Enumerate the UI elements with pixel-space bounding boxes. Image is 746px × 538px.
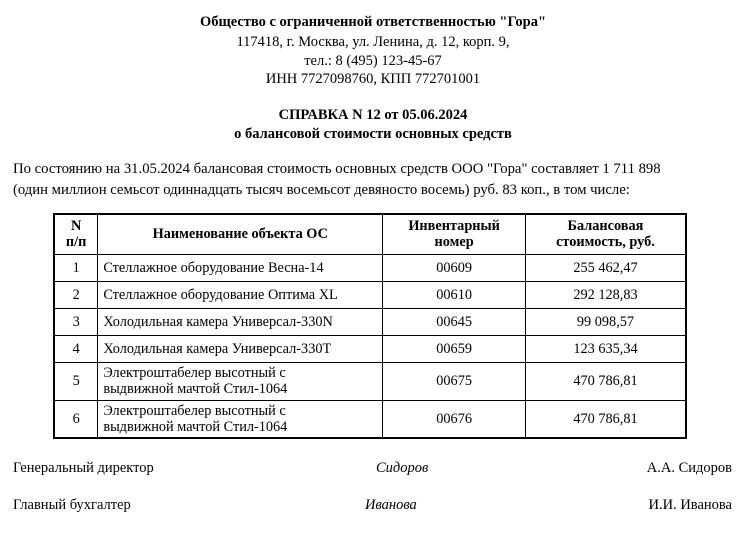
document-subtitle: о балансовой стоимости основных средств <box>234 126 512 142</box>
row-book-value: 99 098,57 <box>525 308 686 335</box>
table-row <box>54 362 686 400</box>
header-asset-name: Наименование объекта ОС <box>98 214 383 254</box>
row-number: 2 <box>54 281 98 308</box>
company-address: 117418, г. Москва, ул. Ленина, д. 12, корп. 9, <box>236 34 510 50</box>
row-asset-name: Стеллажное оборудование Оптима XL <box>98 281 383 308</box>
document-title: СПРАВКА N 12 от 05.06.2024 <box>278 107 468 123</box>
row-book-value: 470 786,81 <box>525 362 686 400</box>
table-row <box>54 281 686 308</box>
row-asset-name: Электроштабелер высотный с выдвижной мачтой Стил-1064 <box>98 362 383 400</box>
director-title: Генеральный директор <box>13 460 154 476</box>
row-asset-name: Электроштабелер высотный с выдвижной мачтой Стил-1064 <box>98 400 383 438</box>
company-inn-kpp: ИНН 7727098760, КПП 772701001 <box>265 71 481 87</box>
row-inventory-number: 00675 <box>383 362 526 400</box>
row-asset-name: Холодильная камера Универсал-330N <box>98 308 383 335</box>
row-book-value: 123 635,34 <box>525 335 686 362</box>
table-row <box>54 254 686 281</box>
row-number: 4 <box>54 335 98 362</box>
header-inventory-number: Инвентарный номер <box>383 214 526 254</box>
row-inventory-number: 00659 <box>383 335 526 362</box>
table-row <box>54 308 686 335</box>
row-asset-name: Стеллажное оборудование Весна-14 <box>98 254 383 281</box>
fixed-assets-table <box>53 213 687 439</box>
row-asset-name: Холодильная камера Универсал-330T <box>98 335 383 362</box>
director-name: А.А. Сидоров <box>646 460 732 476</box>
row-book-value: 470 786,81 <box>525 400 686 438</box>
accountant-title: Главный бухгалтер <box>13 497 131 513</box>
company-name: Общество с ограниченной ответственностью "Гора" <box>199 14 547 30</box>
accountant-signature: Иванова <box>365 497 417 513</box>
row-inventory-number: 00609 <box>383 254 526 281</box>
row-inventory-number: 00645 <box>383 308 526 335</box>
intro-paragraph-line-2: (один миллион семьсот одиннадцать тысяч восемьсот девяносто восемь) руб. 83 коп., в том числе: <box>13 182 630 198</box>
row-inventory-number: 00676 <box>383 400 526 438</box>
row-number: 1 <box>54 254 98 281</box>
row-number: 5 <box>54 362 98 400</box>
row-number: 6 <box>54 400 98 438</box>
table-header-row <box>54 214 686 254</box>
intro-paragraph-line-1: По состоянию на 31.05.2024 балансовая стоимость основных средств ООО "Гора" составляет 1 711 898 <box>13 161 661 177</box>
row-book-value: 255 462,47 <box>525 254 686 281</box>
header-book-value: Балансовая стоимость, руб. <box>525 214 686 254</box>
table-row <box>54 400 686 438</box>
table-row <box>54 335 686 362</box>
row-number: 3 <box>54 308 98 335</box>
row-inventory-number: 00610 <box>383 281 526 308</box>
row-book-value: 292 128,83 <box>525 281 686 308</box>
director-signature: Сидоров <box>376 460 429 476</box>
accountant-name: И.И. Иванова <box>648 497 732 513</box>
header-number: N п/п <box>54 214 98 254</box>
company-phone: тел.: 8 (495) 123-45-67 <box>304 53 442 69</box>
